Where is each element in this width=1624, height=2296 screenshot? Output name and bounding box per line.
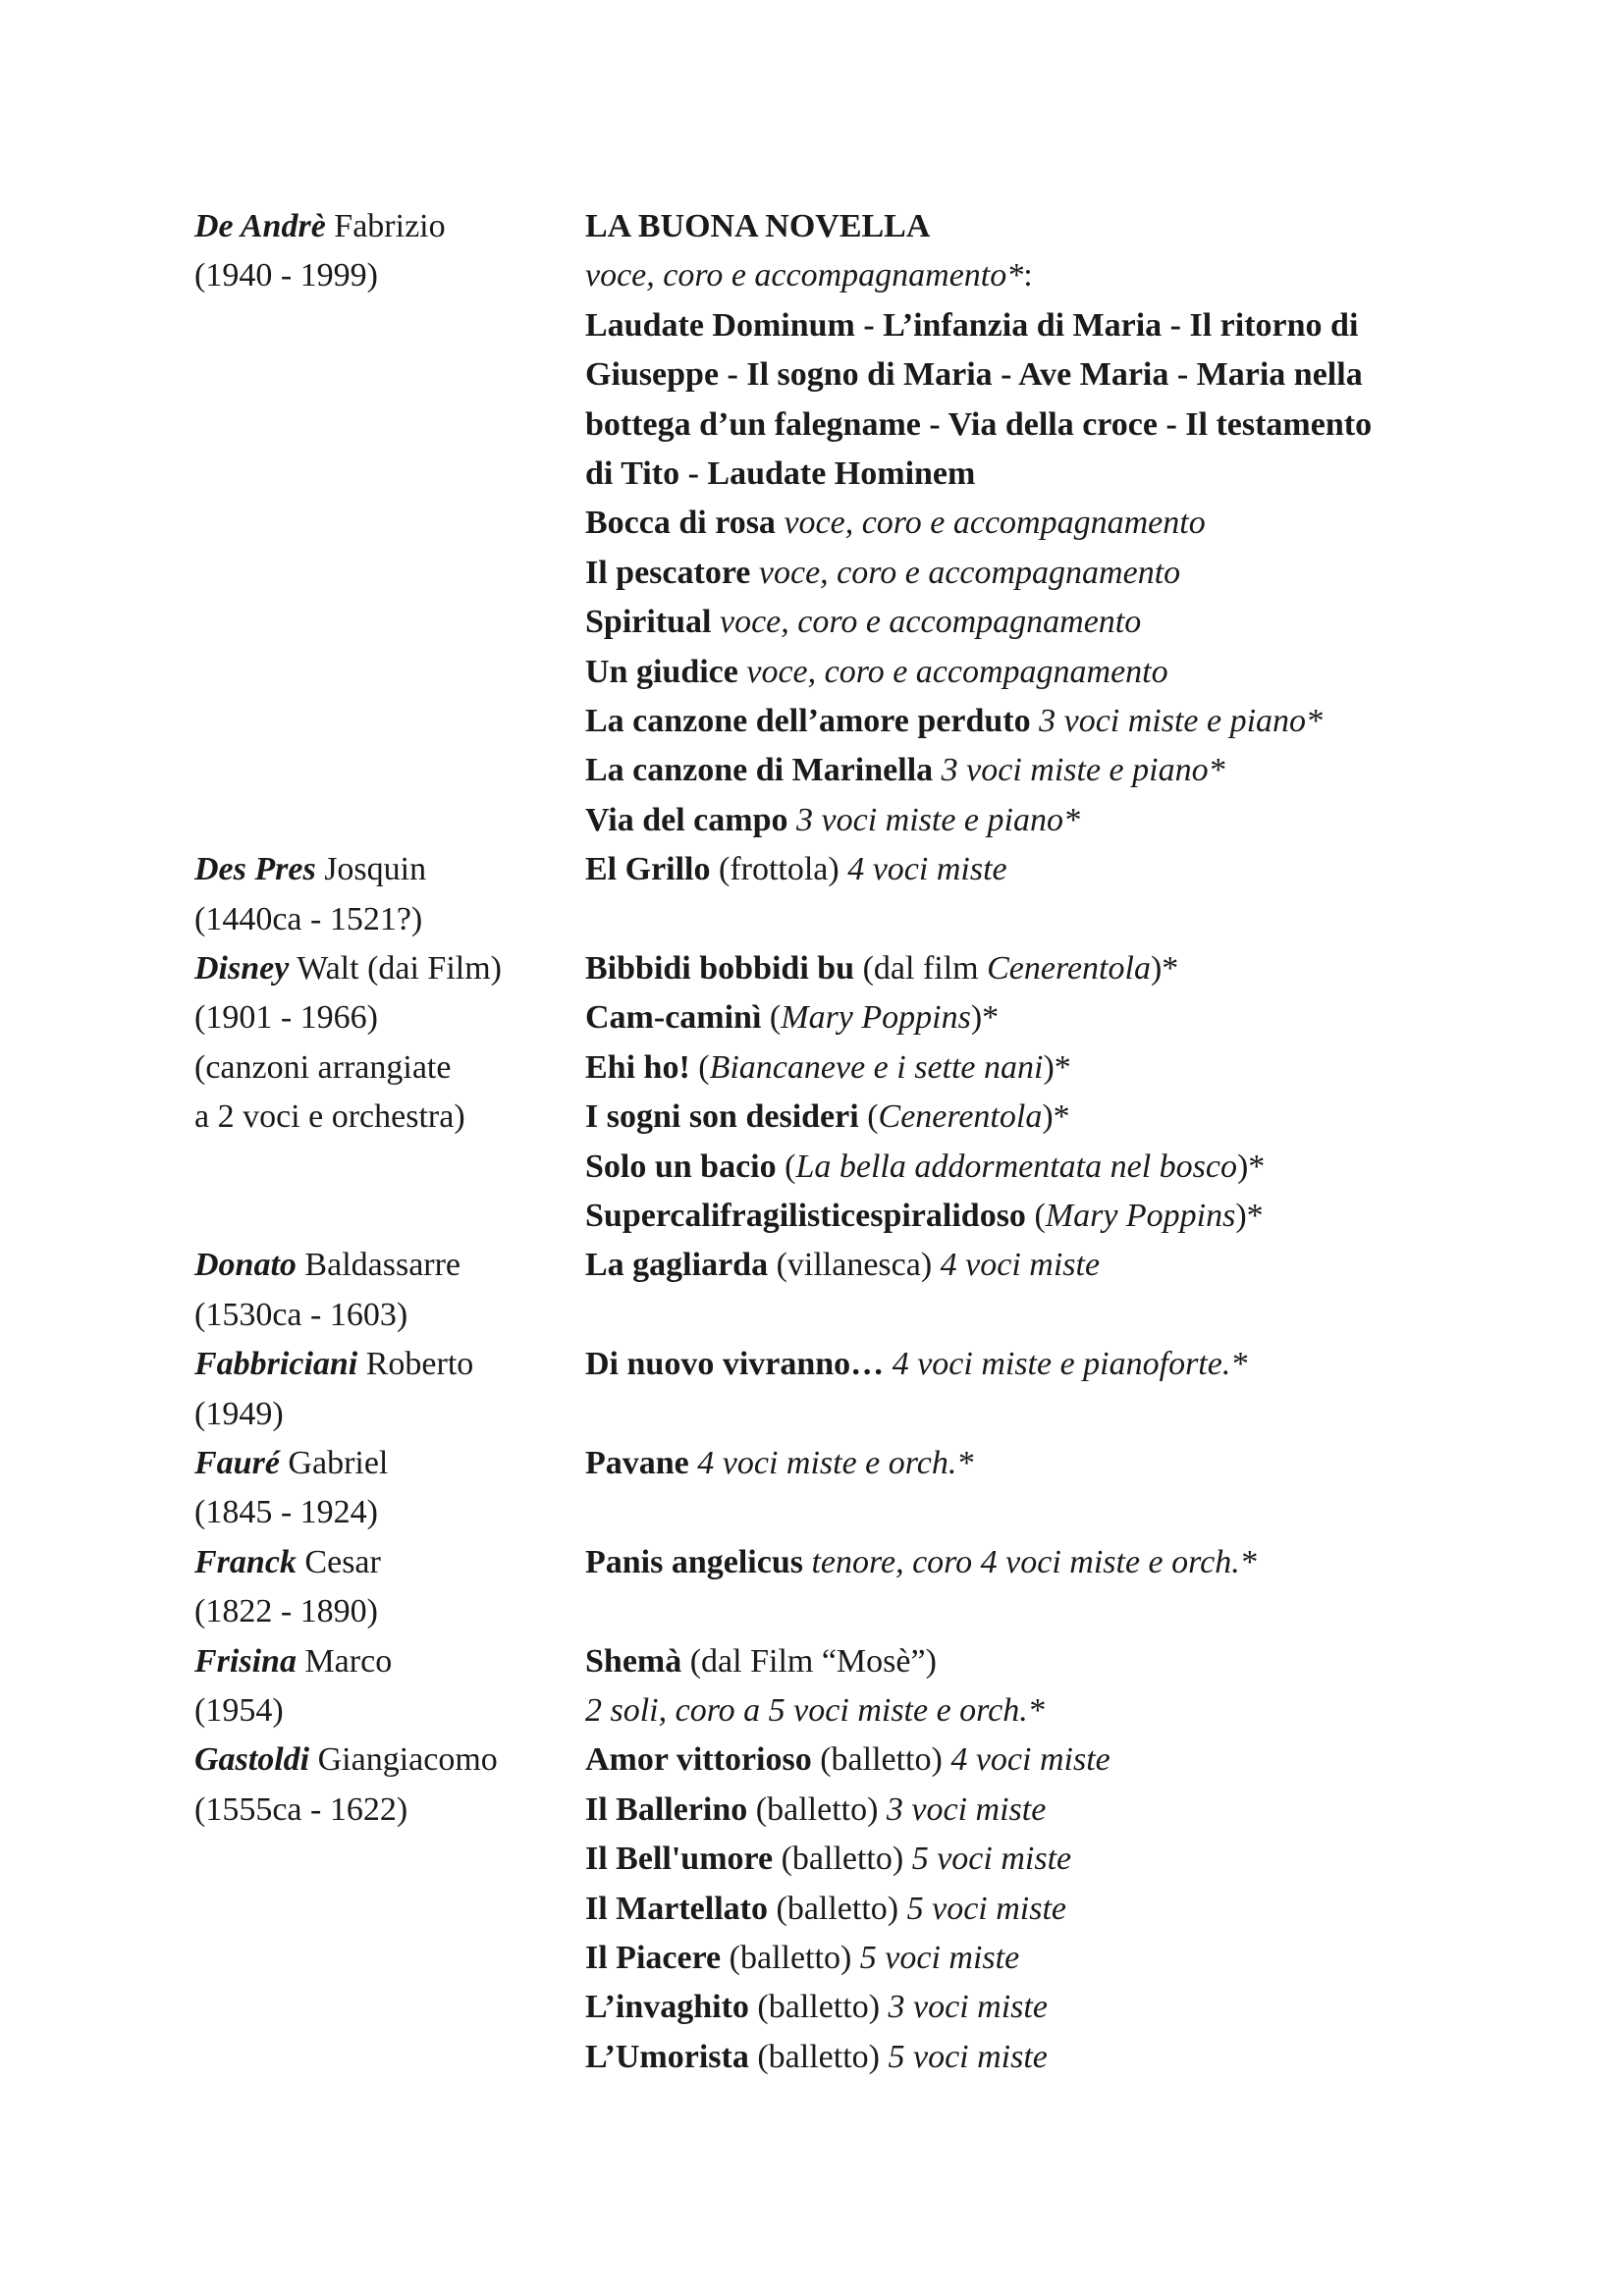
work-text: ( bbox=[776, 1148, 796, 1185]
composer-line bbox=[194, 202, 446, 251]
work-text: Cam-caminì bbox=[585, 999, 762, 1037]
work-text: I sogni son desideri bbox=[585, 1098, 859, 1136]
work-text: Cenerentola bbox=[878, 1098, 1043, 1136]
composer-text: Des Pres bbox=[194, 851, 316, 888]
work-text: (balletto) bbox=[773, 1841, 912, 1878]
work-text: (dal film bbox=[854, 950, 988, 987]
work-line bbox=[585, 648, 1168, 697]
work-text: )* bbox=[1043, 1048, 1071, 1086]
work-text: La canzone dell’amore perduto bbox=[585, 703, 1031, 739]
work-text: (balletto) bbox=[811, 1741, 951, 1779]
work-text: Mary Poppins bbox=[781, 999, 971, 1037]
work-line bbox=[585, 1735, 1110, 1785]
work-text: 5 voci miste bbox=[906, 1890, 1067, 1927]
work-text: voce, coro e accompagnamento bbox=[750, 554, 1181, 591]
work-text: (balletto) bbox=[768, 1890, 907, 1927]
work-line bbox=[585, 450, 975, 499]
composer-text: Fauré bbox=[194, 1445, 280, 1481]
work-line bbox=[585, 202, 930, 251]
work-line bbox=[585, 1835, 1071, 1884]
work-text: L’Umorista bbox=[585, 2038, 749, 2075]
work-text: )* bbox=[1236, 1148, 1266, 1185]
composer-line bbox=[194, 1043, 451, 1093]
work-text: 3 voci miste e piano* bbox=[787, 801, 1080, 838]
work-line bbox=[585, 350, 1363, 400]
work-text: : bbox=[1023, 257, 1033, 294]
composer-line bbox=[194, 1686, 284, 1735]
work-line bbox=[585, 251, 1033, 300]
composer-line bbox=[194, 1735, 498, 1785]
work-text: (balletto) bbox=[721, 1940, 860, 1976]
work-text: voce, coro e accompagnamento bbox=[711, 604, 1142, 641]
work-text: La gagliarda bbox=[585, 1247, 769, 1284]
work-text: El Grillo bbox=[585, 851, 711, 888]
work-line bbox=[585, 1786, 1046, 1835]
work-text: ( bbox=[689, 1048, 710, 1086]
work-text: (balletto) bbox=[747, 1790, 887, 1828]
work-text: 3 voci miste e piano* bbox=[1030, 703, 1324, 739]
composer-text: De Andrè bbox=[194, 208, 326, 244]
work-text: di Tito - Laudate Hominem bbox=[585, 455, 976, 492]
work-text: ( bbox=[858, 1098, 879, 1136]
composer-line bbox=[194, 1786, 407, 1835]
work-text: La bella addormentata nel bosco bbox=[795, 1148, 1237, 1185]
work-text: Bibbidi bobbidi bu bbox=[585, 950, 855, 987]
composer-text: Gabriel bbox=[279, 1445, 389, 1481]
composer-line bbox=[194, 1291, 407, 1340]
composer-line bbox=[194, 993, 378, 1042]
composer-line bbox=[194, 1488, 378, 1537]
work-text: )* bbox=[970, 999, 1000, 1037]
composer-text: Walt (dai Film) bbox=[289, 950, 502, 987]
composer-text: a 2 voci e orchestra) bbox=[194, 1098, 465, 1136]
work-text: voce, coro e accompagnamento bbox=[737, 653, 1168, 690]
work-text: Il Martellato bbox=[585, 1890, 768, 1927]
work-line bbox=[585, 944, 1178, 993]
work-line bbox=[585, 400, 1372, 450]
composer-text: (canzoni arrangiate bbox=[194, 1048, 452, 1086]
work-text: Ehi ho! bbox=[585, 1048, 690, 1086]
work-text: Giuseppe - Il sogno di Maria - Ave Maria - Maria nella bbox=[585, 356, 1363, 394]
work-text: Amor vittorioso bbox=[585, 1741, 812, 1779]
composer-text: (1530ca - 1603) bbox=[194, 1296, 408, 1333]
composer-line bbox=[194, 1587, 378, 1636]
work-line bbox=[585, 796, 1080, 845]
work-text: )* bbox=[1042, 1098, 1070, 1136]
work-line bbox=[585, 549, 1180, 598]
work-text: La canzone di Marinella bbox=[585, 752, 934, 789]
work-text: voce, coro e accompagnamento* bbox=[585, 257, 1024, 294]
composer-text: Cesar bbox=[296, 1543, 381, 1580]
work-text: )* bbox=[1150, 950, 1179, 987]
work-text: 5 voci miste bbox=[859, 1940, 1020, 1976]
work-text: 4 voci miste bbox=[940, 1247, 1101, 1284]
composer-text: Fabbriciani bbox=[194, 1346, 358, 1383]
work-text: LA BUONA NOVELLA bbox=[585, 208, 931, 244]
composer-text: (1845 - 1924) bbox=[194, 1494, 378, 1531]
work-text: Un giudice bbox=[585, 653, 738, 690]
composer-text: (1940 - 1999) bbox=[194, 257, 378, 294]
work-line bbox=[585, 697, 1323, 746]
composer-text: Franck bbox=[194, 1543, 297, 1580]
composer-line bbox=[194, 1538, 381, 1587]
work-line bbox=[585, 1934, 1019, 1983]
work-text: 2 soli, coro a 5 voci miste e orch.* bbox=[585, 1692, 1045, 1729]
work-line bbox=[585, 1885, 1066, 1934]
work-text: Spiritual bbox=[585, 604, 712, 641]
work-text: (villanesca) bbox=[768, 1247, 941, 1284]
composer-line bbox=[194, 944, 502, 993]
work-text: 4 voci miste bbox=[847, 851, 1007, 888]
composer-line bbox=[194, 1340, 473, 1389]
work-text: Il Bell'umore bbox=[585, 1841, 774, 1878]
work-line bbox=[585, 2033, 1048, 2082]
work-line bbox=[585, 598, 1141, 647]
work-line bbox=[585, 1686, 1045, 1735]
work-text: 4 voci miste e orch.* bbox=[688, 1445, 974, 1481]
work-text: Supercalifragilisticespiralidoso bbox=[585, 1198, 1026, 1234]
composer-text: (1822 - 1890) bbox=[194, 1593, 378, 1630]
work-text: Cenerentola bbox=[987, 950, 1151, 987]
work-text: Mary Poppins bbox=[1045, 1198, 1236, 1234]
work-line bbox=[585, 1340, 1247, 1389]
work-text: (frottola) bbox=[710, 851, 848, 888]
work-line bbox=[585, 301, 1358, 350]
work-line bbox=[585, 845, 1007, 894]
work-line bbox=[585, 1093, 1070, 1142]
composer-text: (1440ca - 1521?) bbox=[194, 900, 423, 937]
work-text: Bocca di rosa bbox=[585, 505, 776, 542]
work-line bbox=[585, 746, 1225, 795]
composer-line bbox=[194, 1637, 392, 1686]
work-text: tenore, coro 4 voci miste e orch.* bbox=[802, 1543, 1257, 1580]
work-text: Il pescatore bbox=[585, 554, 751, 591]
composer-line bbox=[194, 1241, 460, 1290]
work-text: Di nuovo vivranno… bbox=[585, 1346, 885, 1383]
work-text: Shemà bbox=[585, 1642, 682, 1680]
work-text: L’invaghito bbox=[585, 1989, 749, 2026]
composer-text: Fabrizio bbox=[325, 208, 446, 244]
work-text: ( bbox=[761, 999, 782, 1037]
work-line bbox=[585, 993, 999, 1042]
work-line bbox=[585, 1043, 1071, 1093]
composer-text: Baldassarre bbox=[296, 1247, 461, 1284]
work-text: Il Ballerino bbox=[585, 1790, 748, 1828]
work-line bbox=[585, 1241, 1100, 1290]
work-line bbox=[585, 499, 1206, 548]
work-line bbox=[585, 1538, 1257, 1587]
work-text: 5 voci miste bbox=[911, 1841, 1072, 1878]
work-text: Solo un bacio bbox=[585, 1148, 777, 1185]
work-line bbox=[585, 1143, 1265, 1192]
composer-text: Donato bbox=[194, 1247, 297, 1284]
work-line bbox=[585, 1983, 1048, 2032]
composer-text: (1555ca - 1622) bbox=[194, 1790, 408, 1828]
work-text: Panis angelicus bbox=[585, 1543, 803, 1580]
composer-text: Josquin bbox=[315, 851, 427, 888]
work-text: )* bbox=[1235, 1198, 1264, 1234]
composer-line bbox=[194, 895, 422, 944]
work-text: Via del campo bbox=[585, 801, 788, 838]
composer-text: Giangiacomo bbox=[309, 1741, 498, 1779]
work-text: 4 voci miste bbox=[950, 1741, 1110, 1779]
work-text: (balletto) bbox=[748, 1989, 889, 2026]
composer-text: (1949) bbox=[194, 1395, 284, 1432]
composer-line bbox=[194, 1390, 284, 1439]
work-text: Il Piacere bbox=[585, 1940, 722, 1976]
work-text: ( bbox=[1025, 1198, 1046, 1234]
work-text: Pavane bbox=[585, 1445, 689, 1481]
work-text: 3 voci miste e piano* bbox=[933, 752, 1225, 789]
work-text: Laudate Dominum - L’infanzia di Maria - Il ritorno di bbox=[585, 306, 1359, 344]
work-text: voce, coro e accompagnamento bbox=[775, 505, 1206, 542]
work-text: 3 voci miste bbox=[888, 1989, 1048, 2026]
work-text: (balletto) bbox=[748, 2038, 889, 2075]
work-line bbox=[585, 1192, 1264, 1241]
composer-text: (1901 - 1966) bbox=[194, 999, 378, 1037]
work-line bbox=[585, 1439, 973, 1488]
work-line bbox=[585, 1637, 937, 1686]
composer-line bbox=[194, 1093, 465, 1142]
composer-text: Frisina bbox=[194, 1642, 297, 1680]
work-text: 4 voci miste e pianoforte.* bbox=[884, 1346, 1248, 1383]
work-text: (dal Film “Mosè”) bbox=[681, 1642, 937, 1680]
composer-text: Roberto bbox=[357, 1346, 474, 1383]
work-text: Biancaneve e i sette nani bbox=[709, 1048, 1044, 1086]
composer-text: Disney bbox=[194, 950, 290, 987]
composer-line bbox=[194, 845, 426, 894]
work-text: 5 voci miste bbox=[888, 2038, 1048, 2075]
composer-line bbox=[194, 251, 378, 300]
composer-line bbox=[194, 1439, 388, 1488]
composer-text: Marco bbox=[296, 1642, 393, 1680]
composer-text: Gastoldi bbox=[194, 1741, 310, 1779]
work-text: 3 voci miste bbox=[886, 1790, 1047, 1828]
composer-text: (1954) bbox=[194, 1692, 284, 1729]
work-text: bottega d’un falegname - Via della croce - Il testamento bbox=[585, 405, 1373, 443]
